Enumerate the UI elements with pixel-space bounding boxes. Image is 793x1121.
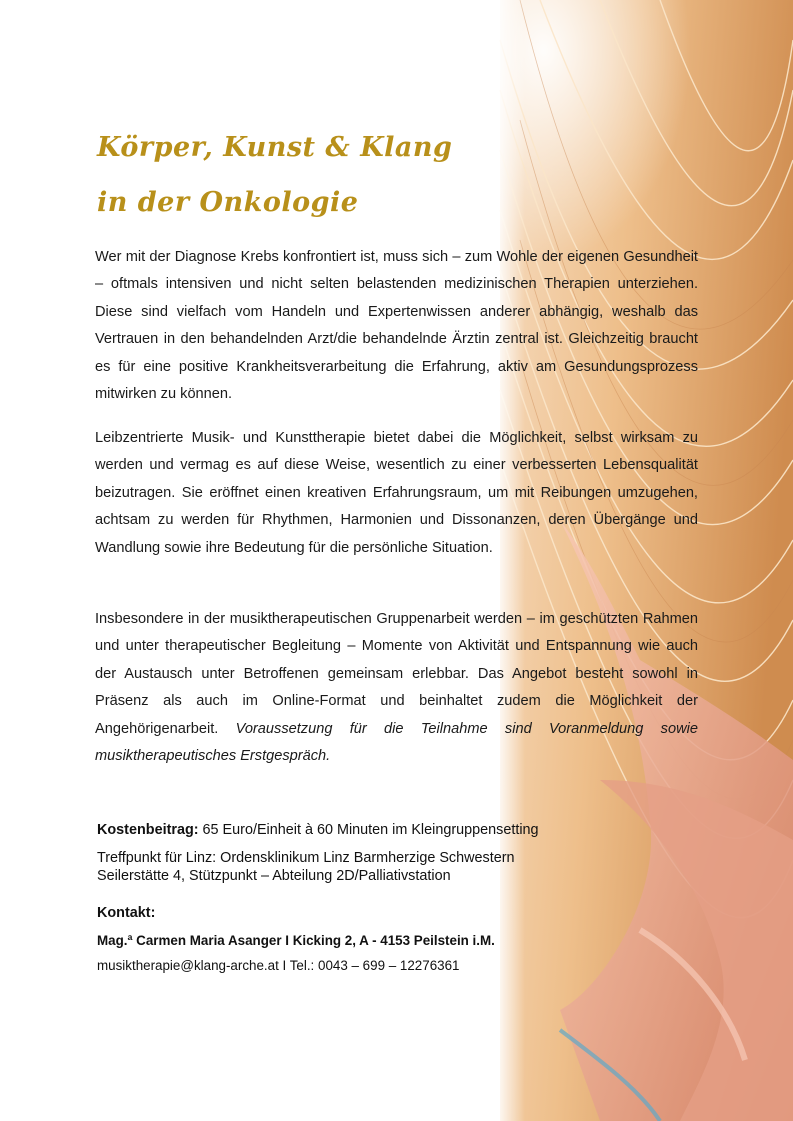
meeting-line-1: Treffpunkt für Linz: Ordensklinikum Linz Barmherzige Schwestern: [97, 850, 515, 866]
fee-line: [97, 822, 539, 838]
paragraph-group-text: Insbesondere in der musiktherapeutischen Gruppenarbeit werden – im geschützten Rahmen und unter therapeutischer Begleitung – Momente von Aktivität und Entspannung wie auch der Austausch unter Betroffenen gemeinsam erlebbar. Das Angebot besteht sowohl in Präsenz als auch im Online-Format und beinhaltet zudem die Möglichkeit der Angehörigenarbeit.: [95, 611, 698, 737]
paragraph-group-requirement: Voraussetzung für die Teilnahme sind Voranmeldung sowie musiktherapeutisches Erstgespräch.: [95, 720, 698, 765]
paragraph-group: [95, 606, 698, 770]
meeting-line-2: Seilerstätte 4, Stützpunkt – Abteilung 2D/Palliativstation: [97, 868, 451, 884]
fee-text: 65 Euro/Einheit à 60 Minuten im Kleingruppensetting: [202, 822, 539, 838]
fee-label: Kostenbeitrag:: [97, 822, 199, 838]
meeting-point: [97, 849, 515, 885]
contact-name: Mag.ª Carmen Maria Asanger I Kicking 2, A - 4153 Peilstein i.M.: [97, 933, 495, 948]
paragraph-intro: Wer mit der Diagnose Krebs konfrontiert ist, muss sich – zum Wohle der eigenen Gesundheit – oftmals intensiven und nicht selten belastenden medizinischen Therapien unterziehen. Diese sind vielfach vom Handeln und Expertenwissen anderer abhängig, weshalb das Vertrauen in den behandelnden Arzt/die behandelnde Ärztin zentral ist. Gleichzeitig braucht es für eine positive Krankheitsverarbeitung die Erfahrung, aktiv am Gesundungsprozess mitwirken zu können.: [95, 249, 698, 403]
paragraph-therapy: Leibzentrierte Musik- und Kunsttherapie bietet dabei die Möglichkeit, selbst wirksam zu werden und vermag es auf diese Weise, wesentlich zu einer verbesserten Lebensqualität beizutragen. Sie eröffnet einen kreativen Erfahrungsraum, um mit Reibungen umzugehen, achtsam zu werden für Rhythmen, Harmonien und Dissonanzen, deren Übergänge und Wandlung sowie ihre Bedeutung für die persönliche Situation.: [95, 430, 698, 556]
contact-label: Kontakt:: [97, 905, 156, 921]
title-line-2: in der Onkologie: [97, 187, 359, 218]
contact-details: musiktherapie@klang-arche.at I Tel.: 0043 – 699 – 12276361: [97, 958, 460, 973]
title-line-1: Körper, Kunst & Klang: [97, 132, 453, 163]
